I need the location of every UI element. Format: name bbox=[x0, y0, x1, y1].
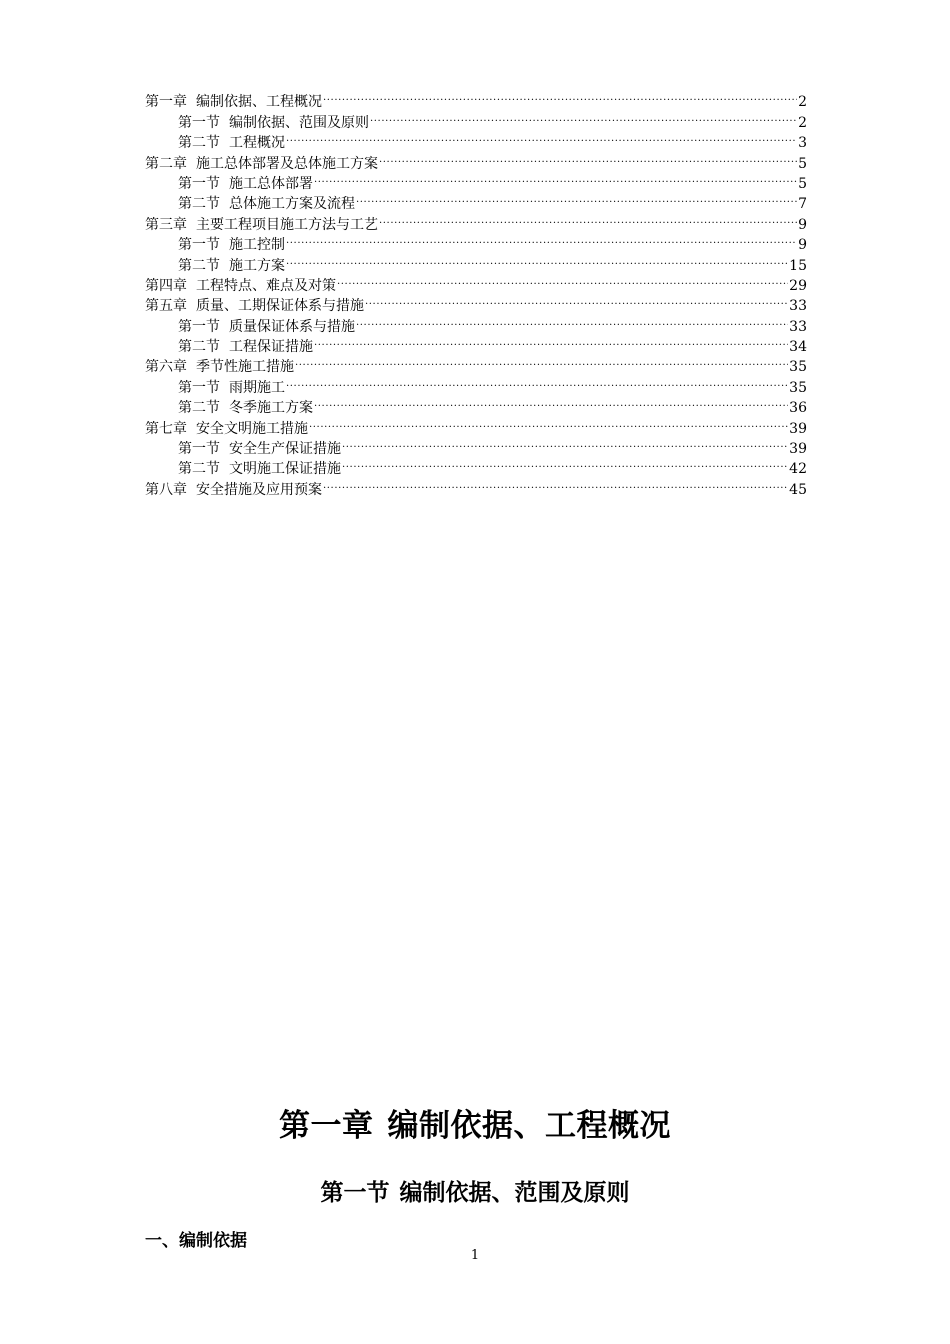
table-of-contents bbox=[145, 86, 807, 498]
chapter-number: 第一章 bbox=[279, 1108, 374, 1144]
toc-entry-number: 第一节 bbox=[178, 441, 220, 458]
toc-dot-leader bbox=[286, 229, 797, 249]
toc-entry-title: 冬季施工方案 bbox=[229, 400, 313, 417]
toc-entry-number: 第二节 bbox=[178, 196, 220, 213]
toc-entry-number: 第二节 bbox=[178, 339, 220, 356]
toc-entry-page: 33 bbox=[789, 318, 807, 335]
toc-chapter-entry[interactable] bbox=[145, 86, 807, 111]
toc-entry-page: 15 bbox=[789, 257, 807, 274]
toc-entry-page: 9 bbox=[798, 216, 807, 233]
toc-dot-leader bbox=[337, 270, 788, 290]
toc-dot-leader bbox=[286, 127, 797, 147]
toc-dot-leader bbox=[323, 86, 797, 106]
toc-entry-title: 编制依据、工程概况 bbox=[196, 94, 322, 111]
toc-entry-title: 雨期施工 bbox=[229, 379, 285, 396]
toc-entry-page: 39 bbox=[789, 441, 807, 458]
toc-entry-page: 7 bbox=[798, 196, 807, 213]
section-heading bbox=[0, 1174, 950, 1207]
toc-entry-number: 第一节 bbox=[178, 318, 220, 335]
toc-entry-page: 36 bbox=[789, 400, 807, 417]
toc-dot-leader bbox=[379, 208, 797, 228]
toc-entry-title: 工程保证措施 bbox=[229, 339, 313, 356]
toc-entry-title: 安全文明施工措施 bbox=[196, 420, 308, 437]
toc-entry-page: 35 bbox=[789, 359, 807, 376]
toc-entry-page: 34 bbox=[789, 339, 807, 356]
toc-dot-leader bbox=[314, 392, 788, 412]
toc-entry-title: 施工总体部署及总体施工方案 bbox=[196, 155, 378, 172]
toc-entry-number: 第一节 bbox=[178, 114, 220, 131]
toc-entry-title: 编制依据、范围及原则 bbox=[229, 114, 369, 131]
toc-entry-number: 第五章 bbox=[145, 298, 187, 315]
chapter-title-text: 编制依据、工程概况 bbox=[387, 1108, 671, 1144]
toc-dot-leader bbox=[370, 106, 797, 126]
toc-dot-leader bbox=[323, 473, 788, 493]
toc-entry-page: 3 bbox=[798, 135, 807, 152]
toc-entry-title: 季节性施工措施 bbox=[196, 359, 294, 376]
toc-dot-leader bbox=[356, 310, 788, 330]
toc-entry-number: 第八章 bbox=[145, 481, 187, 498]
toc-entry-title: 安全措施及应用预案 bbox=[196, 481, 322, 498]
toc-entry-title: 质量保证体系与措施 bbox=[229, 318, 355, 335]
toc-entry-number: 第二节 bbox=[178, 257, 220, 274]
toc-entry-number: 第一节 bbox=[178, 175, 220, 192]
toc-dot-leader bbox=[309, 412, 788, 432]
toc-entry-number: 第二节 bbox=[178, 135, 220, 152]
toc-dot-leader bbox=[365, 290, 788, 310]
toc-entry-page: 9 bbox=[798, 237, 807, 254]
toc-entry-page: 39 bbox=[789, 420, 807, 437]
toc-entry-number: 第一节 bbox=[178, 237, 220, 254]
toc-dot-leader bbox=[342, 433, 788, 453]
toc-entry-number: 第二节 bbox=[178, 461, 220, 478]
toc-entry-title: 施工方案 bbox=[229, 257, 285, 274]
toc-entry-title: 文明施工保证措施 bbox=[229, 461, 341, 478]
toc-entry-title: 安全生产保证措施 bbox=[229, 441, 341, 458]
toc-dot-leader bbox=[342, 453, 788, 473]
toc-entry-title: 主要工程项目施工方法与工艺 bbox=[196, 216, 378, 233]
toc-entry-page: 2 bbox=[798, 114, 807, 131]
toc-entry-number: 第一章 bbox=[145, 94, 187, 111]
toc-entry-title: 工程特点、难点及对策 bbox=[196, 277, 336, 294]
toc-entry-number: 第一节 bbox=[178, 379, 220, 396]
toc-entry-number: 第四章 bbox=[145, 277, 187, 294]
toc-entry-page: 29 bbox=[789, 277, 807, 294]
toc-entry-page: 42 bbox=[789, 461, 807, 478]
toc-entry-number: 第六章 bbox=[145, 359, 187, 376]
toc-entry-title: 总体施工方案及流程 bbox=[229, 196, 355, 213]
toc-entry-number: 第三章 bbox=[145, 216, 187, 233]
toc-dot-leader bbox=[379, 147, 797, 167]
toc-entry-title: 施工控制 bbox=[229, 237, 285, 254]
toc-dot-leader bbox=[295, 351, 788, 371]
toc-dot-leader bbox=[286, 249, 788, 269]
section-title-text: 编制依据、范围及原则 bbox=[399, 1180, 630, 1206]
toc-entry-page: 2 bbox=[798, 94, 807, 111]
toc-dot-leader bbox=[356, 188, 797, 208]
toc-entry-page: 5 bbox=[798, 175, 807, 192]
toc-entry-title: 工程概况 bbox=[229, 135, 285, 152]
toc-entry-page: 35 bbox=[789, 379, 807, 396]
section-number: 第一节 bbox=[320, 1180, 390, 1206]
toc-dot-leader bbox=[314, 331, 788, 351]
toc-entry-number: 第二节 bbox=[178, 400, 220, 417]
toc-entry-page: 45 bbox=[789, 481, 807, 498]
toc-dot-leader bbox=[286, 371, 788, 391]
toc-entry-page: 5 bbox=[798, 155, 807, 172]
toc-entry-title: 质量、工期保证体系与措施 bbox=[196, 298, 364, 315]
page-number: 1 bbox=[470, 1248, 480, 1263]
toc-entry-page: 33 bbox=[789, 298, 807, 315]
toc-entry-title: 施工总体部署 bbox=[229, 175, 313, 192]
toc-entry-number: 第七章 bbox=[145, 420, 187, 437]
chapter-heading bbox=[0, 1100, 950, 1145]
sub-heading: 一、编制依据 bbox=[145, 1231, 247, 1251]
toc-entry-number: 第二章 bbox=[145, 155, 187, 172]
toc-dot-leader bbox=[314, 168, 797, 188]
